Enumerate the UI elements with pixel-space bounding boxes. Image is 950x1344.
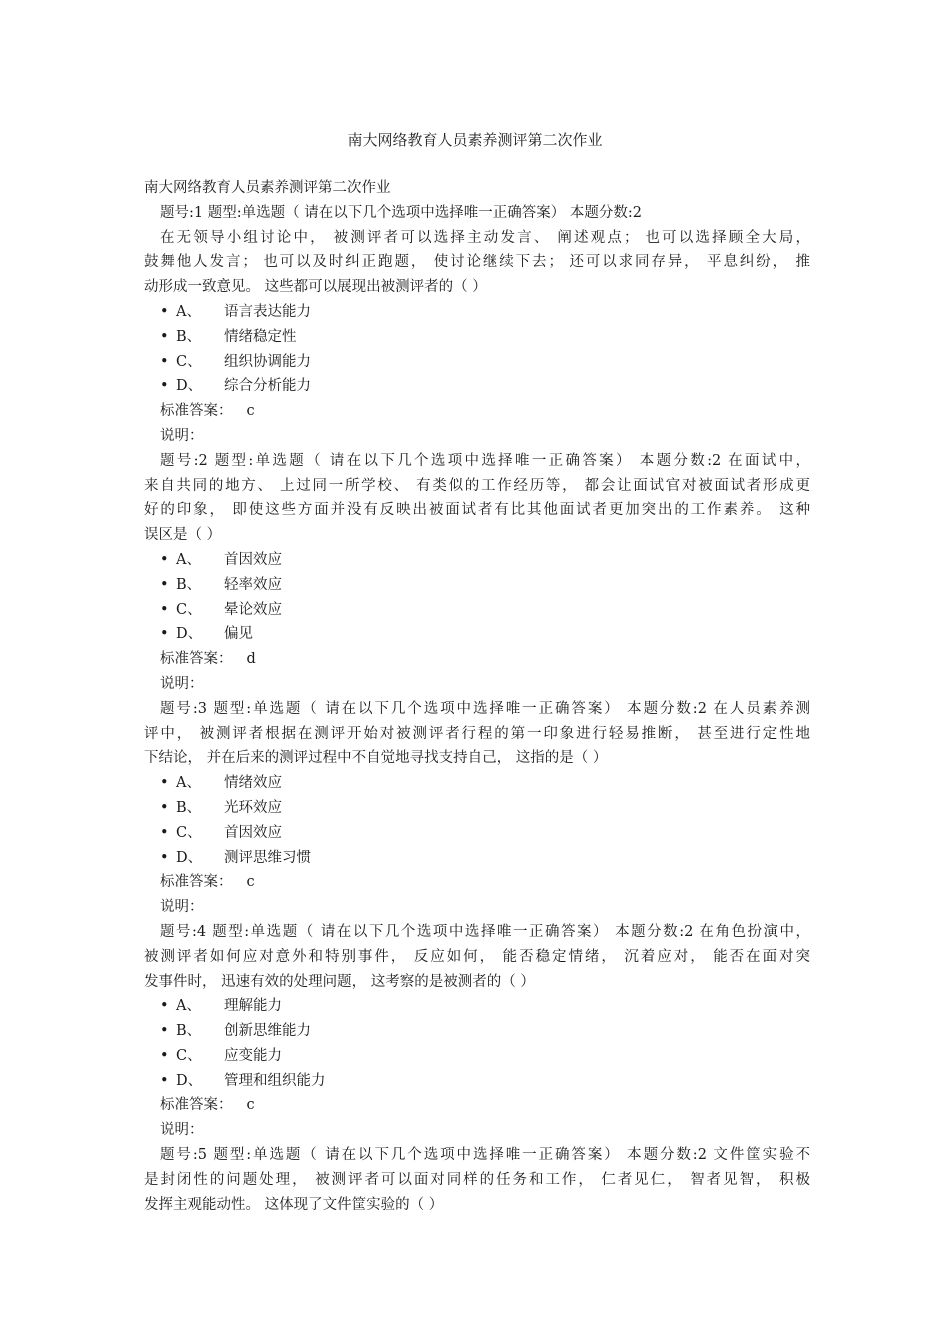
question-text-line: 发挥主观能动性。 这体现了文件筐实验的（ ）	[144, 1196, 444, 1213]
answer-value: c	[246, 403, 255, 420]
option-d: • D、 管理和组织能力	[144, 1069, 810, 1094]
question-text-line: 动形成一致意见。 这些都可以展现出被测评者的（ ）	[144, 279, 487, 296]
bullet-icon: •	[160, 1047, 169, 1064]
document-body	[144, 176, 810, 1217]
bullet-icon: •	[160, 626, 169, 643]
bullet-icon: •	[160, 601, 169, 618]
bullet-icon: •	[160, 576, 169, 593]
option-b: • B、 光环效应	[144, 796, 810, 821]
question-header: 题号:2 题型:单选题（ 请在以下几个选项中选择唯一正确答案） 本题分数:2 在面试中，	[160, 452, 810, 469]
bullet-icon: •	[160, 353, 169, 370]
bullet-icon: •	[160, 998, 169, 1015]
option-c: • C、 首因效应	[144, 821, 810, 846]
question-text-line: 是封闭性的问题处理， 被测评者可以面对同样的任务和工作， 仁者见仁， 智者见智， 积极	[144, 1171, 810, 1188]
option-a: • A、 首因效应	[144, 548, 810, 573]
question-5	[144, 1143, 810, 1217]
option-a: • A、 情绪效应	[144, 771, 810, 796]
question-text-line: 好的印象， 即使这些方面并没有反映出被面试者有比其他面试者更加突出的工作素养。 这种	[144, 502, 810, 519]
standard-answer: 标准答案： c	[160, 874, 255, 891]
option-d: • D、 偏见	[144, 622, 810, 647]
option-b: • B、 情绪稳定性	[144, 325, 810, 350]
option-c: • C、 应变能力	[144, 1044, 810, 1069]
bullet-icon: •	[160, 799, 169, 816]
bullet-icon: •	[160, 1023, 169, 1040]
option-a: • A、 理解能力	[144, 994, 810, 1019]
bullet-icon: •	[160, 378, 169, 395]
answer-value: c	[246, 1097, 255, 1114]
explanation-label: 说明：	[160, 675, 204, 692]
question-text-line: 发事件时， 迅速有效的处理问题， 这考察的是被测者的（ ）	[144, 973, 535, 990]
question-2	[144, 449, 810, 697]
bullet-icon: •	[160, 849, 169, 866]
question-text-line: 误区是（ ）	[144, 527, 222, 544]
question-header: 题号:5 题型:单选题（ 请在以下几个选项中选择唯一正确答案） 本题分数:2 文件筐实验不	[160, 1147, 810, 1164]
question-text-line: 下结论， 并在后来的测评过程中不自觉地寻找支持自己， 这指的是（ ）	[144, 750, 608, 767]
question-text-line: 评中， 被测评者根据在测评开始对被测评者行程的第一印象进行轻易推断， 甚至进行定性地	[144, 725, 810, 742]
bullet-icon: •	[160, 551, 169, 568]
option-d: • D、 综合分析能力	[144, 374, 810, 399]
standard-answer: 标准答案： d	[160, 651, 256, 668]
bullet-icon: •	[160, 1072, 169, 1089]
question-header: 题号:1 题型:单选题（ 请在以下几个选项中选择唯一正确答案） 本题分数:2	[160, 204, 642, 221]
question-header: 题号:3 题型:单选题（ 请在以下几个选项中选择唯一正确答案） 本题分数:2 在人员素养测	[160, 700, 810, 717]
question-text-line: 来自共同的地方、 上过同一所学校、 有类似的工作经历等， 都会让面试官对被面试者形成更	[144, 477, 810, 494]
page-title: 南大网络教育人员素养测评第二次作业	[347, 131, 603, 149]
option-c: • C、 组织协调能力	[144, 350, 810, 375]
question-4	[144, 920, 810, 1143]
answer-value: c	[246, 874, 255, 891]
explanation-label: 说明：	[160, 427, 204, 444]
option-b: • B、 轻率效应	[144, 573, 810, 598]
question-header: 题号:4 题型:单选题（ 请在以下几个选项中选择唯一正确答案） 本题分数:2 在角色扮演中，	[160, 923, 810, 940]
bullet-icon: •	[160, 824, 169, 841]
question-text-line: 鼓舞他人发言； 也可以及时纠正跑题， 使讨论继续下去； 还可以求同存异， 平息纠纷， 推	[144, 254, 810, 271]
explanation-label: 说明：	[160, 1122, 204, 1139]
explanation-label: 说明：	[160, 899, 204, 916]
option-d: • D、 测评思维习惯	[144, 846, 810, 871]
answer-value: d	[246, 651, 256, 668]
option-a: • A、 语言表达能力	[144, 300, 810, 325]
standard-answer: 标准答案： c	[160, 403, 255, 420]
standard-answer: 标准答案： c	[160, 1097, 255, 1114]
question-text-line: 被测评者如何应对意外和特别事件， 反应如何， 能否稳定情绪， 沉着应对， 能否在面对突	[144, 948, 810, 965]
option-b: • B、 创新思维能力	[144, 1019, 810, 1044]
option-c: • C、 晕论效应	[144, 598, 810, 623]
bullet-icon: •	[160, 303, 169, 320]
question-3	[144, 697, 810, 920]
bullet-icon: •	[160, 328, 169, 345]
bullet-icon: •	[160, 775, 169, 792]
document-title: 南大网络教育人员素养测评第二次作业	[144, 180, 391, 196]
question-text-line: 在无领导小组讨论中， 被测评者可以选择主动发言、 阐述观点； 也可以选择顾全大局，	[160, 229, 810, 246]
question-1	[144, 201, 810, 449]
